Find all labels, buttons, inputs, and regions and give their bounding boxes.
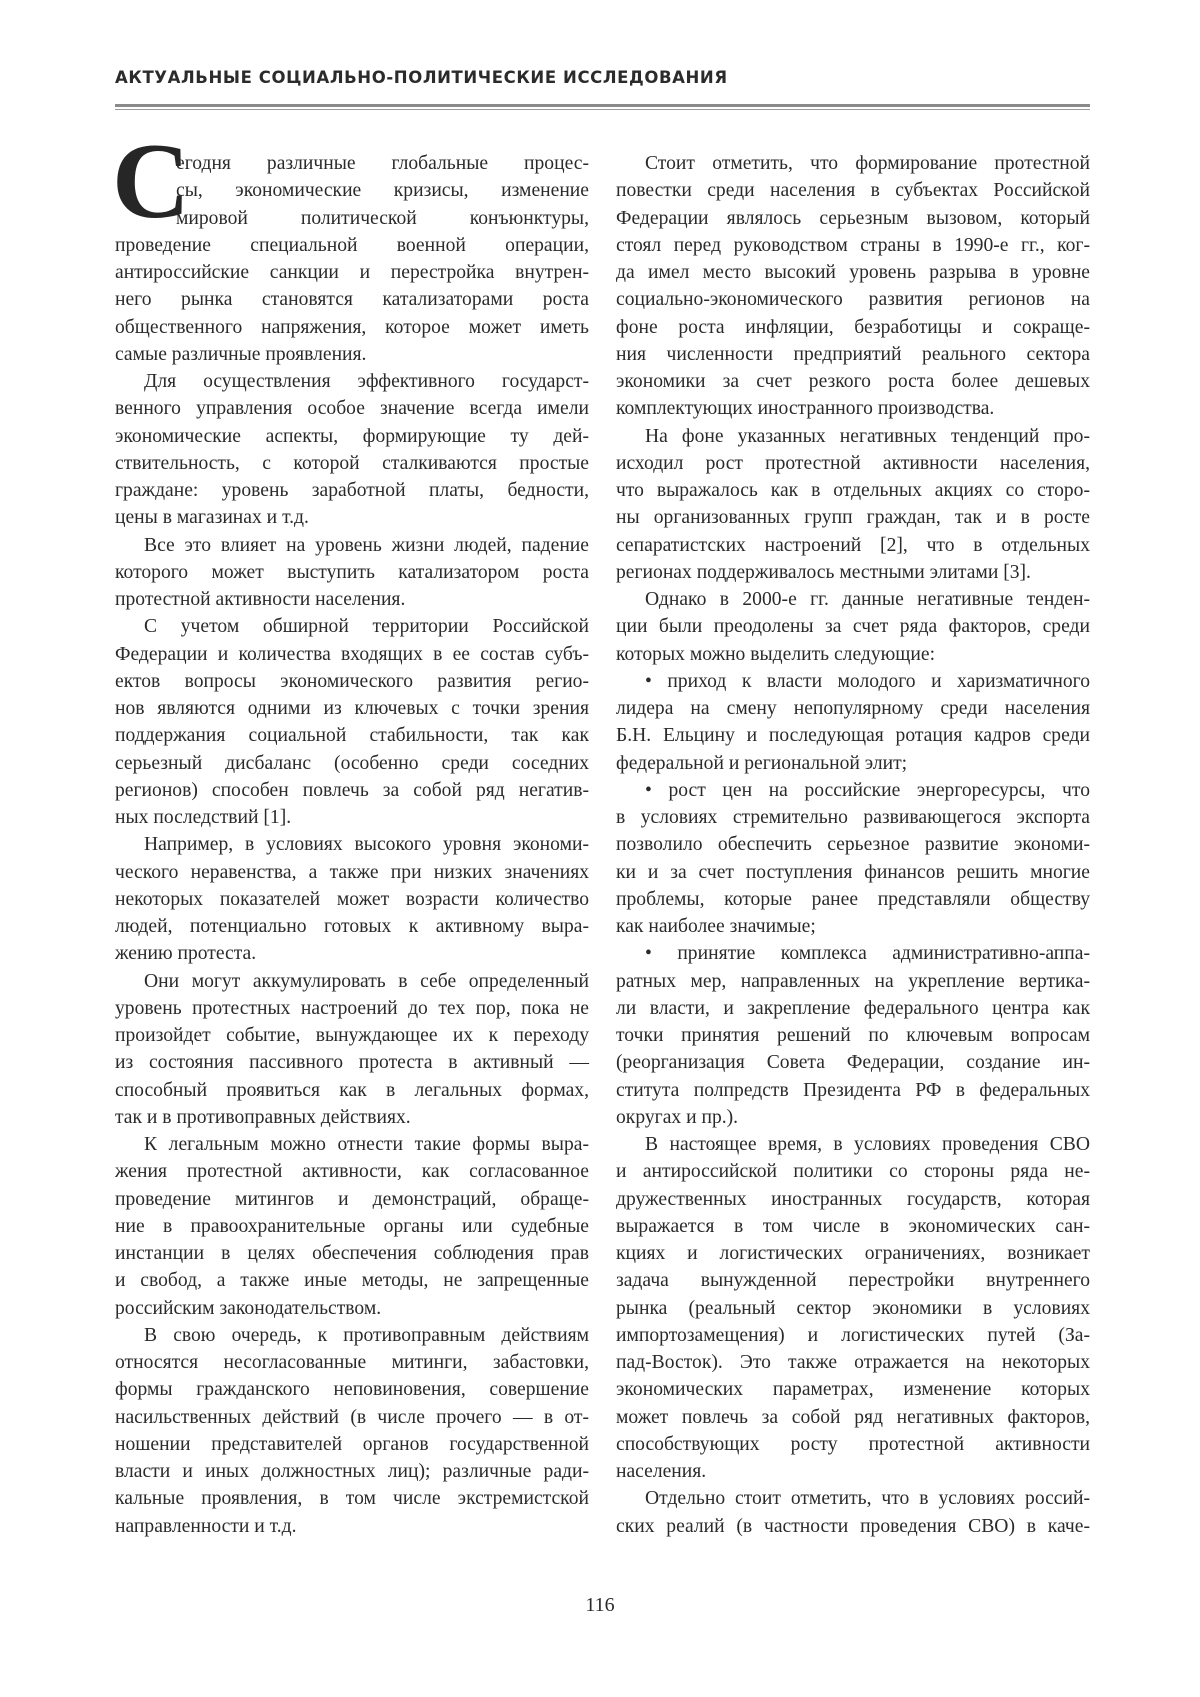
- running-title: АКТУАЛЬНЫЕ СОЦИАЛЬНО-ПОЛИТИЧЕСКИЕ ИССЛЕДОВАНИЯ: [115, 68, 728, 87]
- text-line: На фоне указанных негативных тенденций про-: [616, 423, 1090, 450]
- text-line: исходил рост протестной активности населения,: [616, 450, 1090, 477]
- text-line: населения.: [616, 1458, 1090, 1485]
- text-line: социально-экономического развития регионов на: [616, 286, 1090, 313]
- text-line: может повлечь за собой ряд негативных факторов,: [616, 1404, 1090, 1431]
- text-line: С учетом обширной территории Российской: [115, 613, 589, 640]
- text-line: точки принятия решений по ключевым вопросам: [616, 1022, 1090, 1049]
- text-line: стоял перед руководством страны в 1990-е гг., ког-: [616, 232, 1090, 259]
- text-line: ки и за счет поступления финансов решить многие: [616, 859, 1090, 886]
- text-line: венного управления особое значение всегда имели: [115, 395, 589, 422]
- text-line: проведение специальной военной операции,: [115, 232, 589, 259]
- text-line: жению протеста.: [115, 940, 589, 967]
- left-column: [115, 150, 589, 1540]
- text-line: которых можно выделить следующие:: [616, 641, 1090, 668]
- text-line: жения протестной активности, как согласованное: [115, 1158, 589, 1185]
- paragraph: [616, 1131, 1090, 1485]
- text-line: формы гражданского неповиновения, совершение: [115, 1376, 589, 1403]
- text-line: Отдельно стоит отметить, что в условиях россий-: [616, 1485, 1090, 1512]
- text-line: российским законодательством.: [115, 1295, 589, 1322]
- text-line: граждане: уровень заработной платы, бедности,: [115, 477, 589, 504]
- text-line: егодня различные глобальные процес-: [115, 150, 589, 177]
- text-line: власти и иных должностных лиц); различные ради-: [115, 1458, 589, 1485]
- page-number: 116: [0, 1594, 1200, 1617]
- text-line: которого может выступить катализатором роста: [115, 559, 589, 586]
- text-line: поддержания социальной стабильности, так как: [115, 722, 589, 749]
- text-line: ции были преодолены за счет ряда факторов, среди: [616, 613, 1090, 640]
- paragraph: [616, 1485, 1090, 1540]
- text-line: ствительность, с которой сталкиваются простые: [115, 450, 589, 477]
- text-line: некоторых показателей может возрасти количество: [115, 886, 589, 913]
- text-line: общественного напряжения, которое может иметь: [115, 314, 589, 341]
- text-line: пад-Восток). Это также отражается на некоторых: [616, 1349, 1090, 1376]
- text-line: относятся несогласованные митинги, забастовки,: [115, 1349, 589, 1376]
- text-line: экономики за счет резкого роста более дешевых: [616, 368, 1090, 395]
- text-line: ны организованных групп граждан, так и в росте: [616, 504, 1090, 531]
- text-line: антироссийские санкции и перестройка внутрен-: [115, 259, 589, 286]
- header-rule-thin: [115, 109, 1090, 111]
- text-line: мировой политической конъюнктуры,: [115, 205, 589, 232]
- text-line: самые различные проявления.: [115, 341, 589, 368]
- text-line: людей, потенциально готовых к активному выра-: [115, 913, 589, 940]
- text-line: кциях и логистических ограничениях, возникает: [616, 1240, 1090, 1267]
- text-line: инстанции в целях обеспечения соблюдения прав: [115, 1240, 589, 1267]
- text-line: ратных мер, направленных на укрепление вертика-: [616, 968, 1090, 995]
- header-rule: [115, 104, 1090, 107]
- paragraph: [616, 777, 1090, 941]
- text-line: В свою очередь, к противоправным действиям: [115, 1322, 589, 1349]
- text-line: как наиболее значимые;: [616, 913, 1090, 940]
- text-line: уровень протестных настроений до тех пор, пока не: [115, 995, 589, 1022]
- text-line: (реорганизация Совета Федерации, создание ин-: [616, 1049, 1090, 1076]
- text-line: Стоит отметить, что формирование протестной: [616, 150, 1090, 177]
- paragraph: [115, 1131, 589, 1322]
- text-line: произойдет событие, вынуждающее их к переходу: [115, 1022, 589, 1049]
- paragraph: [115, 150, 589, 368]
- text-line: повестки среди населения в субъектах Российской: [616, 177, 1090, 204]
- text-line: протестной активности населения.: [115, 586, 589, 613]
- text-line: ных последствий [1].: [115, 804, 589, 831]
- text-line: округах и пр.).: [616, 1104, 1090, 1131]
- text-line: кальные проявления, в том числе экстремистской: [115, 1485, 589, 1512]
- text-line: что выражалось как в отдельных акциях со сторо-: [616, 477, 1090, 504]
- paragraph: [115, 368, 589, 532]
- paragraph: [616, 586, 1090, 668]
- text-line: регионах поддерживалось местными элитами [3].: [616, 559, 1090, 586]
- text-line: Б.Н. Ельцину и последующая ротация кадров среди: [616, 722, 1090, 749]
- text-line: него рынка становятся катализаторами роста: [115, 286, 589, 313]
- text-line: серьезный дисбаланс (особенно среди соседних: [115, 750, 589, 777]
- text-line: Например, в условиях высокого уровня экономи-: [115, 831, 589, 858]
- text-line: экономических параметрах, изменение которых: [616, 1376, 1090, 1403]
- text-line: В настоящее время, в условиях проведения СВО: [616, 1131, 1090, 1158]
- text-line: и антироссийской политики со стороны ряда не-: [616, 1158, 1090, 1185]
- text-line: • принятие комплекса административно-аппа-: [616, 940, 1090, 967]
- paragraph: [616, 940, 1090, 1131]
- paragraph: [616, 668, 1090, 777]
- text-line: сепаратистских настроений [2], что в отдельных: [616, 532, 1090, 559]
- paragraph: [115, 968, 589, 1132]
- text-line: ние в правоохранительные органы или судебные: [115, 1213, 589, 1240]
- text-line: проблемы, которые ранее представляли обществу: [616, 886, 1090, 913]
- text-line: Федерации и количества входящих в ее состав субъ-: [115, 641, 589, 668]
- text-line: экономические аспекты, формирующие ту дей-: [115, 423, 589, 450]
- text-line: дружественных иностранных государств, которая: [616, 1186, 1090, 1213]
- text-line: и свобод, а также иные методы, не запрещенные: [115, 1267, 589, 1294]
- paragraph: [115, 613, 589, 831]
- text-line: так и в противоправных действиях.: [115, 1104, 589, 1131]
- paragraph: [115, 831, 589, 967]
- text-line: в условиях стремительно развивающегося экспорта: [616, 804, 1090, 831]
- text-line: ния численности предприятий реального сектора: [616, 341, 1090, 368]
- text-line: Все это влияет на уровень жизни людей, падение: [115, 532, 589, 559]
- text-line: способствующих росту протестной активности: [616, 1431, 1090, 1458]
- paragraph: [115, 1322, 589, 1540]
- text-line: Для осуществления эффективного государст-: [115, 368, 589, 395]
- text-line: фоне роста инфляции, безработицы и сокраще-: [616, 314, 1090, 341]
- text-line: цены в магазинах и т.д.: [115, 504, 589, 531]
- drop-cap: С: [112, 128, 190, 236]
- text-line: Федерации являлось серьезным вызовом, который: [616, 205, 1090, 232]
- text-line: ческого неравенства, а также при низких значениях: [115, 859, 589, 886]
- paragraph: [616, 423, 1090, 587]
- text-line: импортозамещения) и логистических путей (За-: [616, 1322, 1090, 1349]
- text-line: сы, экономические кризисы, изменение: [115, 177, 589, 204]
- text-line: ношении представителей органов государственной: [115, 1431, 589, 1458]
- text-line: регионов) способен повлечь за собой ряд негатив-: [115, 777, 589, 804]
- text-line: ских реалий (в частности проведения СВО) в каче-: [616, 1513, 1090, 1540]
- text-line: ли власти, и закрепление федерального центра как: [616, 995, 1090, 1022]
- text-line: комплектующих иностранного производства.: [616, 395, 1090, 422]
- text-line: Однако в 2000-е гг. данные негативные тенден-: [616, 586, 1090, 613]
- text-line: К легальным можно отнести такие формы выра-: [115, 1131, 589, 1158]
- text-line: насильственных действий (в числе прочего — в от-: [115, 1404, 589, 1431]
- text-line: • рост цен на российские энергоресурсы, что: [616, 777, 1090, 804]
- text-line: способный проявиться как в легальных формах,: [115, 1077, 589, 1104]
- right-column: [616, 150, 1090, 1540]
- text-line: выражается в том числе в экономических сан-: [616, 1213, 1090, 1240]
- text-line: да имел место высокий уровень разрыва в уровне: [616, 259, 1090, 286]
- text-line: позволило обеспечить серьезное развитие экономи-: [616, 831, 1090, 858]
- text-line: проведение митингов и демонстраций, обраще-: [115, 1186, 589, 1213]
- paragraph: [616, 150, 1090, 423]
- text-line: задача вынужденной перестройки внутреннего: [616, 1267, 1090, 1294]
- paragraph: [115, 532, 589, 614]
- text-line: направленности и т.д.: [115, 1513, 589, 1540]
- text-line: ститута полпредств Президента РФ в федеральных: [616, 1077, 1090, 1104]
- text-line: Они могут аккумулировать в себе определенный: [115, 968, 589, 995]
- text-line: нов являются одними из ключевых с точки зрения: [115, 695, 589, 722]
- text-line: федеральной и региональной элит;: [616, 750, 1090, 777]
- text-line: из состояния пассивного протеста в активный —: [115, 1049, 589, 1076]
- text-line: ектов вопросы экономического развития регио-: [115, 668, 589, 695]
- text-line: лидера на смену непопулярному среди населения: [616, 695, 1090, 722]
- text-line: • приход к власти молодого и харизматичного: [616, 668, 1090, 695]
- text-line: рынка (реальный сектор экономики в условиях: [616, 1295, 1090, 1322]
